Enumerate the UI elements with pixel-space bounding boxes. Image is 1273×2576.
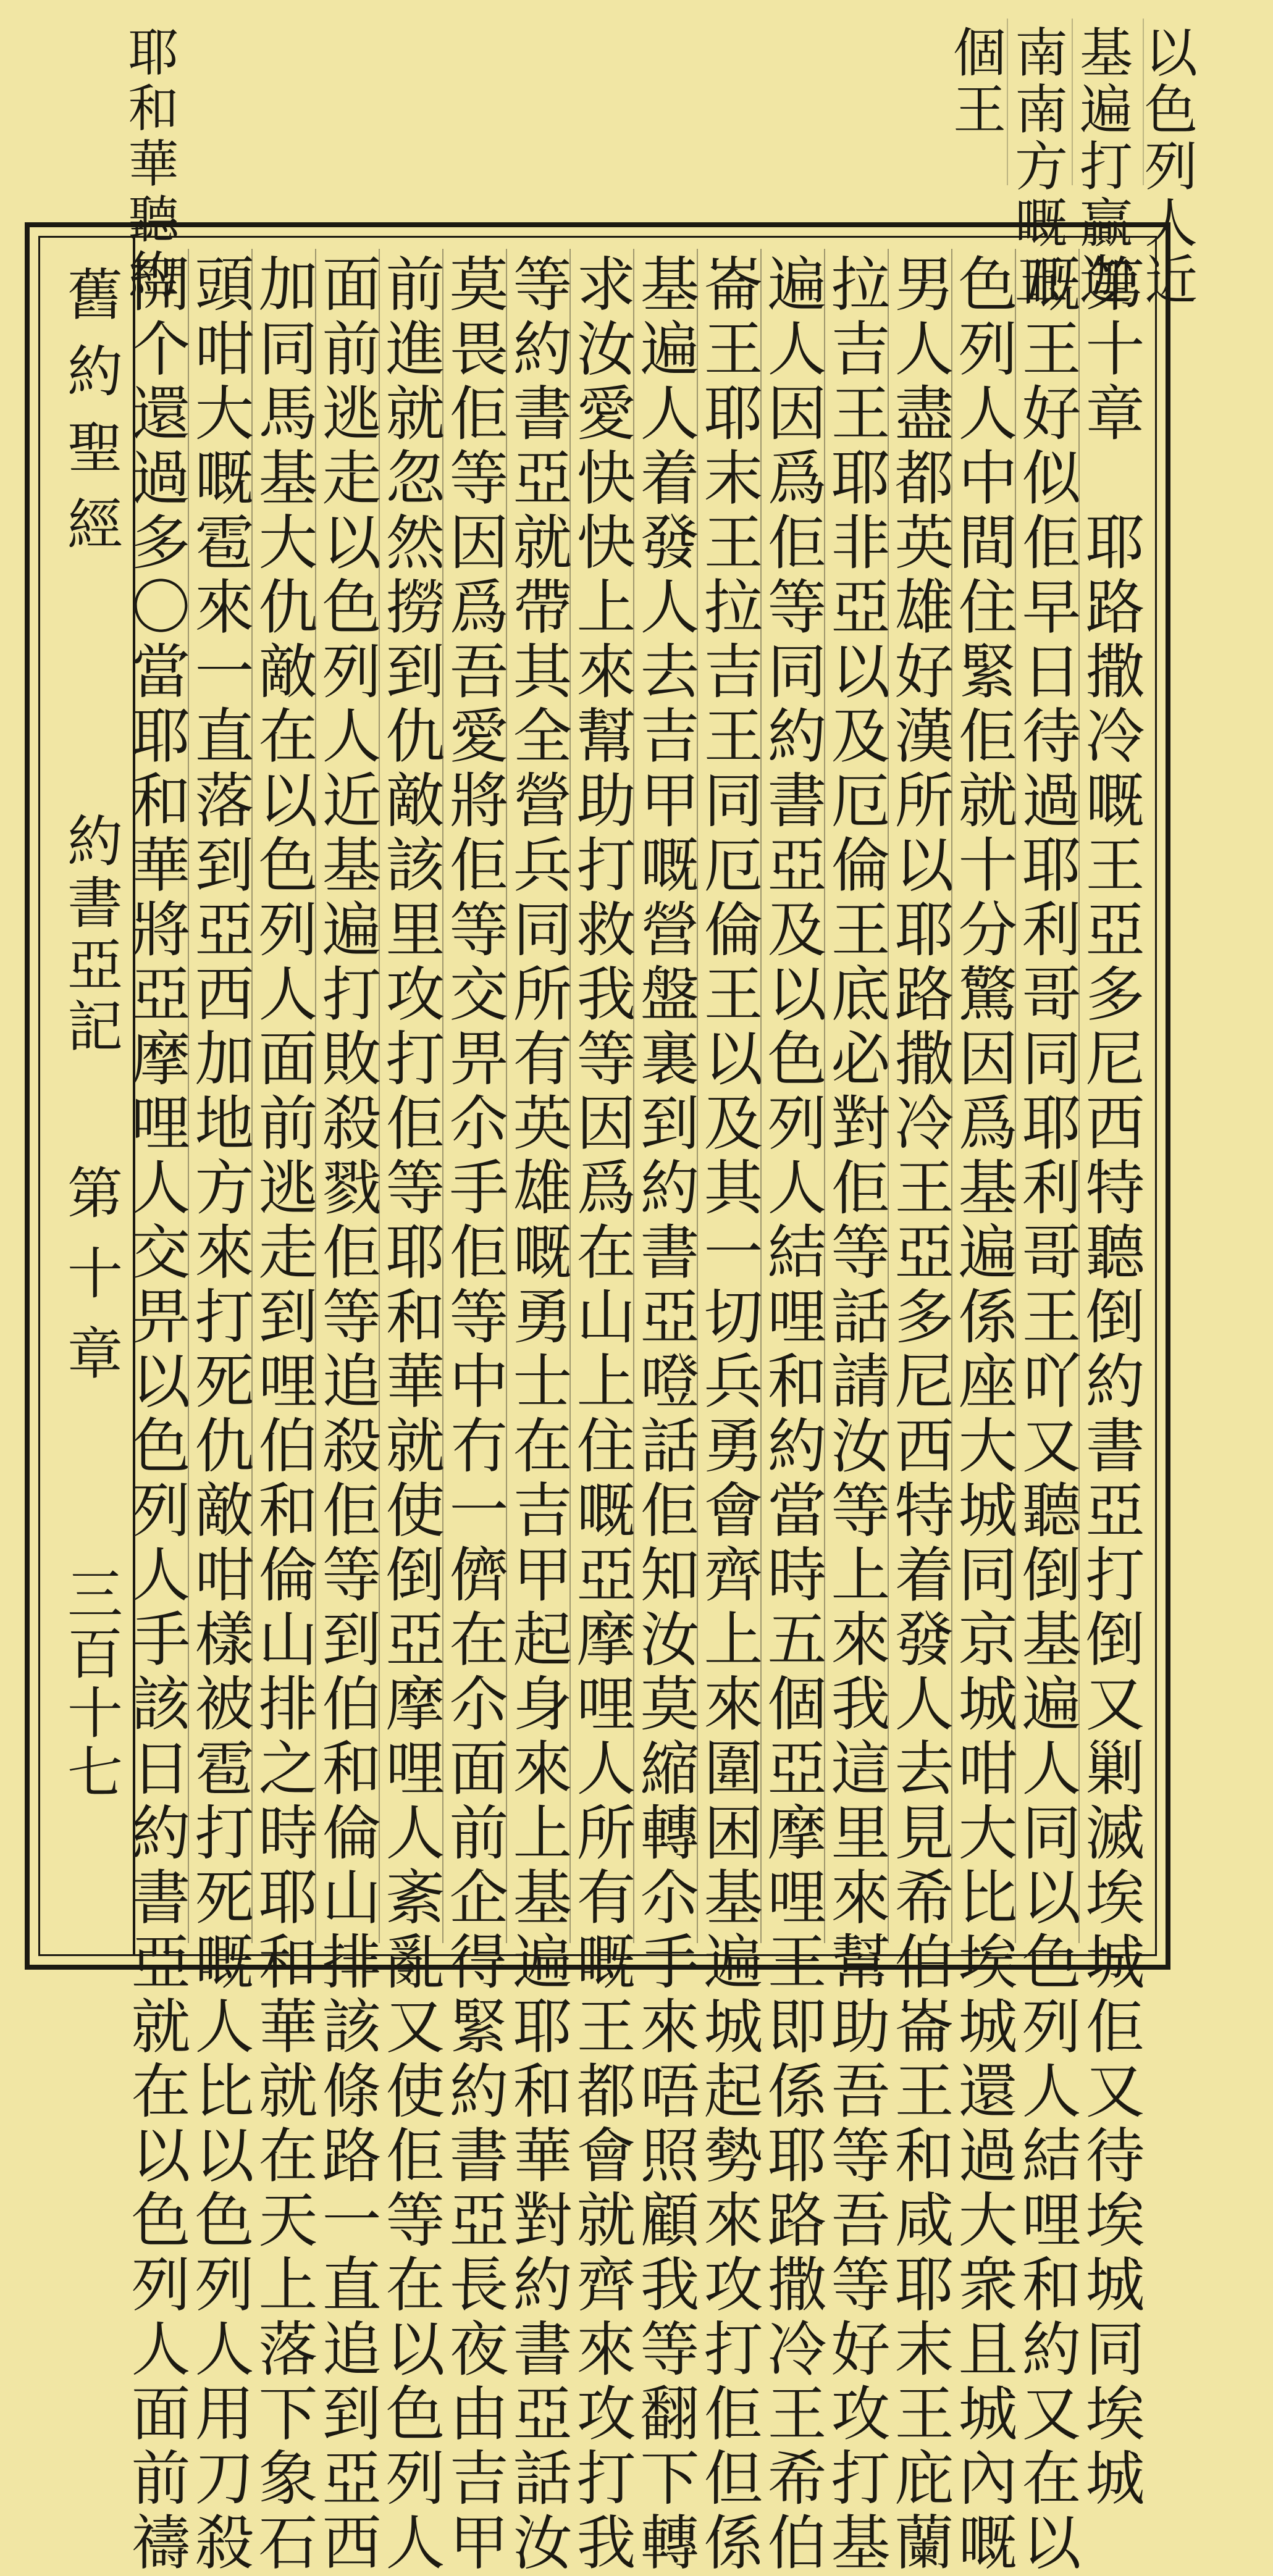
column-rule [379, 249, 380, 1943]
text-column: 拉吉王耶非亞以及厄倫王底必對佢等話請汝等上來我這里來幫助吾等吾等好攻打基 [821, 253, 891, 2576]
column-rule [188, 249, 189, 1943]
text-column: 第十章 耶路撒冷嘅王亞多尼西特聽倒約書亞打倒又剿滅埃城佢又待埃城同埃城 [1076, 253, 1145, 2512]
column-rule [951, 249, 952, 1943]
margin-note-line-2: 基遍打贏迦 [1070, 25, 1132, 309]
text-column: 前進就忽然撈到仇敵該里攻打佢等耶和華就使倒亞摩哩人紊亂又使佢等在以色列人 [376, 253, 445, 2576]
column-rule [569, 249, 571, 1943]
text-column: 嘅王好似佢早日待過耶利哥同耶利哥王吖又聽倒基遍人同以色列人結哩和約又在以 [1012, 253, 1082, 2576]
text-column: 崙王耶末王拉吉王同厄倫王以及其一切兵勇會齊上來圍困基遍城起勢來攻打佢但係 [694, 253, 763, 2576]
text-column: 男人盡都英雄好漢所以耶路撒冷王亞多尼西特着發人去見希伯崙王和咸耶末王庇蘭 [885, 253, 954, 2576]
text-column: 莫畏佢等因爲吾愛將佢等交畀尒手佢等中冇一儕在尒面前企得緊約書亞長夜由吉甲 [440, 253, 509, 2576]
running-head-chapter: 第十章 [57, 1164, 122, 1405]
text-column: 面前逃走以色列人近基遍打敗殺戮佢等追殺佢等到伯和倫山排該條路一直追到亞西 [313, 253, 382, 2576]
column-rule [824, 249, 825, 1943]
column-rule [506, 249, 507, 1943]
column-rule [315, 249, 316, 1943]
text-column: 開个還過多〇當耶和華將亞摩哩人交畀以色列人手該日約書亞就在以色列人面前禱 [122, 253, 191, 2576]
text-column: 頭咁大嘅雹來一直落到亞西加地方來打死仇敵咁樣被雹打死嘅人比以色列人用刀殺 [185, 253, 254, 2576]
text-frame-inner [38, 236, 1157, 2576]
margin-note-left: 耶和華聽約 [120, 26, 179, 304]
column-rule [633, 249, 634, 1943]
text-column: 基遍人着發人去吉甲嘅營盤裏到約書亞噔話佢知汝莫縮轉尒手來唔照顧我等翻下轉 [631, 253, 700, 2576]
margin-rule [1143, 19, 1144, 185]
running-head-book: 約書亞記 [57, 812, 122, 1059]
text-column: 遍人因爲佢等同約書亞及以色列人結哩和約當時五個亞摩哩王即係耶路撒冷王希伯 [758, 253, 827, 2576]
column-rule [251, 249, 253, 1943]
margin-rule [1072, 19, 1073, 185]
text-column: 等約書亞就帶其全營兵同所有英雄嘅勇士在吉甲起身來上基遍耶和華對約書亞話汝 [503, 253, 573, 2576]
margin-note-line-1: 以色列人近 [1135, 25, 1197, 309]
text-column: 加同馬基大仇敵在以色列人面前逃走到哩伯和倫山排之時耶和華就在天上落下象石 [249, 253, 318, 2576]
column-rule [697, 249, 698, 1943]
text-column: 色列人中間住緊佢就十分驚因爲基遍係座大城同京城咁大比埃城還過大衆且城內嘅 [949, 253, 1018, 2576]
page-number: 三百十七 [57, 1565, 122, 1802]
running-head-title: 舊約聖經 [57, 266, 122, 572]
text-column: 求汝愛快快上來幫助打救我等因爲在山上住嘅亞摩哩人所有嘅王都會就齊來攻打我 [567, 253, 636, 2576]
margin-note-line-4: 個王 [944, 25, 1006, 138]
column-rule [888, 249, 889, 1943]
column-rule [1078, 249, 1080, 1943]
column-rule [442, 249, 443, 1943]
column-rule [760, 249, 762, 1943]
column-rule [1015, 249, 1016, 1943]
margin-rule [1007, 19, 1008, 185]
text-frame [25, 222, 1170, 2576]
margin-note-line-3: 南南方嘅五 [1006, 25, 1067, 309]
